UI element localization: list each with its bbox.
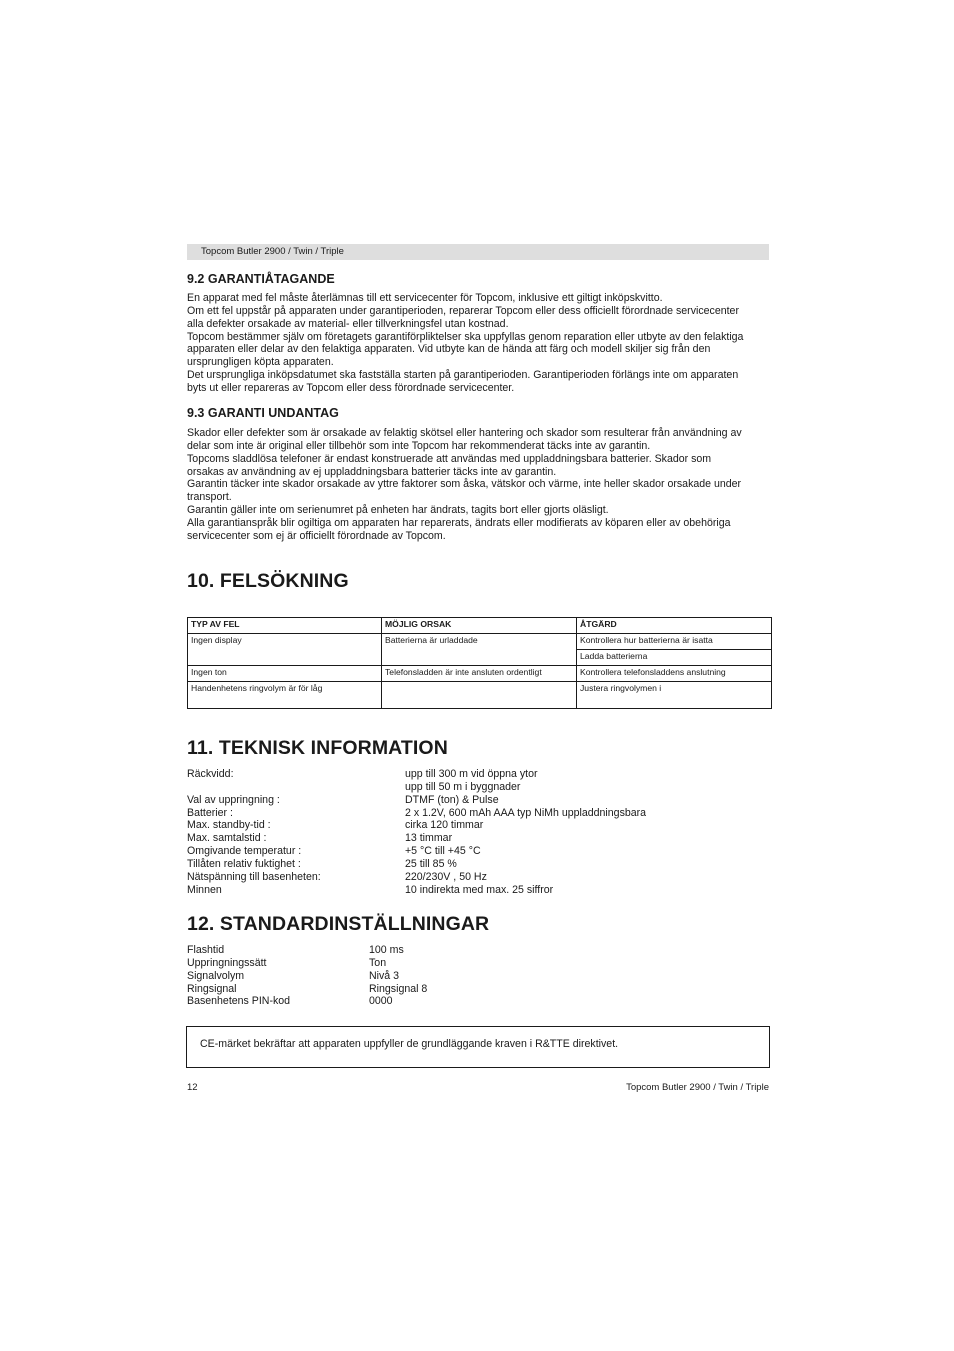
list-item <box>187 884 646 897</box>
list-item <box>187 983 427 996</box>
setting-value: 100 ms <box>369 944 404 956</box>
setting-value: Ton <box>369 956 387 969</box>
text-line: Garantin täcker inte skador orsakade av yttre faktorer som åska, vätskor och värme, inte heller skador orsakade under <box>187 478 742 491</box>
section-9-3-body <box>187 427 771 543</box>
table-cell: Ingen display <box>188 634 382 666</box>
technical-info-list <box>187 768 646 896</box>
spec-label: Max. samtalstid : <box>187 832 267 845</box>
column-header: MÖJLIG ORSAK <box>382 618 577 634</box>
table-cell: Kontrollera telefonsladdens anslutning <box>577 666 772 682</box>
spec-value: upp till 300 m vid öppna ytor <box>405 768 538 780</box>
list-item <box>187 871 646 884</box>
table-row <box>188 682 772 709</box>
list-item <box>187 794 646 807</box>
table-cell: Kontrollera hur batterierna är isatta <box>577 634 772 650</box>
spec-label: Räckvidd: <box>187 768 234 780</box>
setting-label: Flashtid <box>187 944 225 956</box>
list-item <box>187 768 646 781</box>
text-line: Topcom bestämmer själv om företagets garantiförpliktelser ska uppfyllas genom reparation eller utbyte av den felaktiga <box>187 330 744 343</box>
ce-notice-box <box>186 1026 770 1068</box>
table-header-row <box>188 618 772 634</box>
column-header: ÅTGÄRD <box>577 618 772 634</box>
setting-label: Ringsignal <box>187 982 237 995</box>
text-line: delar som inte är original eller tillbehör som inte Topcom har rekommenderat täcks inte av garantin. <box>187 439 651 452</box>
setting-value: Ringsignal 8 <box>369 982 428 995</box>
list-item <box>187 845 646 858</box>
list-item <box>187 957 427 970</box>
running-footer: Topcom Butler 2900 / Twin / Triple <box>626 1082 769 1093</box>
spec-label: Omgivande temperatur : <box>187 845 302 858</box>
spec-value: 2 x 1.2V, 600 mAh AAA typ NiMh uppladdningsbara <box>405 806 647 819</box>
list-item <box>187 858 646 871</box>
text-line: Alla garantianspråk blir ogiltiga om apparaten har reparerats, ändrats eller modifierats av köparen eller av obehöriga <box>187 516 731 529</box>
list-item <box>187 970 427 983</box>
spec-label: Max. standby-tid : <box>187 819 271 832</box>
spec-label <box>187 781 405 794</box>
section-heading-9-3: 9.3 GARANTI UNDANTAG <box>187 406 339 420</box>
table-cell: Handenhetens ringvolym är för låg <box>188 682 382 709</box>
section-9-2-body <box>187 292 771 395</box>
spec-label: Batterier : <box>187 806 233 819</box>
text-line: alla defekter orsakade av material- eller tillverkningsfel utan kostnad. <box>187 317 509 330</box>
section-heading-10: 10. FELSÖKNING <box>187 570 349 592</box>
spec-label: Minnen <box>187 883 222 896</box>
spec-value: 10 indirekta med max. 25 siffror <box>405 883 554 896</box>
text-line: apparaten eller delar av den felaktiga apparaten. Vid utbyte kan de hända att färg och modell skiljer sig från den <box>187 343 711 356</box>
list-item <box>187 781 646 794</box>
list-item <box>187 819 646 832</box>
spec-label: Tillåten relativ fuktighet : <box>187 857 301 870</box>
running-header: Topcom Butler 2900 / Twin / Triple <box>187 244 769 260</box>
spec-value: 220/230V , 50 Hz <box>405 870 487 883</box>
table-cell: Justera ringvolymen i <box>577 682 772 709</box>
table-cell: Ladda batterierna <box>577 650 772 666</box>
text-line: Det ursprungliga inköpsdatumet ska fastställa starten på garantiperioden. Garantiperioden förlängs inte om apparaten <box>187 369 739 382</box>
text-line: Skador eller defekter som är orsakade av felaktig skötsel eller hantering och skador som resulterar från användning av <box>187 427 742 439</box>
table-cell: Batterierna är urladdade <box>382 634 577 666</box>
spec-value: DTMF (ton) & Pulse <box>405 793 499 806</box>
setting-value: 0000 <box>369 995 393 1008</box>
troubleshooting-table <box>187 617 772 709</box>
setting-label: Basenhetens PIN-kod <box>187 995 291 1008</box>
table-cell: Telefonsladden är inte ansluten ordentligt <box>382 666 577 682</box>
table-row <box>188 666 772 682</box>
spec-value: cirka 120 timmar <box>405 819 484 832</box>
text-line: Topcoms sladdlösa telefoner är endast konstruerade att användas med uppladdningsbara batterier. Skador som <box>187 452 712 465</box>
spec-label: Nätspänning till basenheten: <box>187 870 321 883</box>
text-line: ursprungligen köpta apparaten. <box>187 356 334 369</box>
table-cell <box>382 682 577 709</box>
page-number: 12 <box>187 1082 198 1093</box>
list-item <box>187 995 427 1008</box>
setting-label: Signalvolym <box>187 969 245 982</box>
list-item <box>187 944 427 957</box>
table-row <box>188 634 772 650</box>
list-item <box>187 807 646 820</box>
text-line: Om ett fel uppstår på apparaten under garantiperioden, reparerar Topcom eller dess officiellt förordnade servicecenter <box>187 304 739 317</box>
spec-value: +5 °C till +45 °C <box>405 845 481 858</box>
text-line: servicecenter som ej är officiellt förordnade av Topcom. <box>187 529 446 542</box>
ce-notice-text: CE-märket bekräftar att apparaten uppfyller de grundläggande kraven i R&TTE direktivet. <box>200 1038 619 1050</box>
section-heading-9-2: 9.2 GARANTIÅTAGANDE <box>187 272 335 286</box>
spec-label: Val av uppringning : <box>187 793 280 806</box>
setting-value: Nivå 3 <box>369 969 400 982</box>
section-heading-12: 12. STANDARDINSTÄLLNINGAR <box>187 913 490 935</box>
default-settings-list <box>187 944 427 1008</box>
list-item <box>187 832 646 845</box>
text-line: Garantin gäller inte om serienumret på enheten har ändrats, tagits bort eller gjorts oläsligt. <box>187 504 609 517</box>
column-header: TYP AV FEL <box>188 618 382 634</box>
section-heading-11: 11. TEKNISK INFORMATION <box>187 737 448 759</box>
table-cell: Ingen ton <box>188 666 382 682</box>
text-line: orsakas av användning av ej uppladdningsbara batterier täcks inte av garantin. <box>187 465 557 478</box>
text-line: transport. <box>187 491 232 504</box>
text-line: byts ut eller repareras av Topcom eller dess förordnade servicecenter. <box>187 381 515 394</box>
spec-value: upp till 50 m i byggnader <box>405 780 521 793</box>
spec-value: 13 timmar <box>405 832 453 845</box>
text-line: En apparat med fel måste återlämnas till ett servicecenter för Topcom, inklusive ett giltigt inköpskvitto. <box>187 292 663 304</box>
setting-label: Uppringningssätt <box>187 956 267 969</box>
spec-value: 25 till 85 % <box>405 857 457 870</box>
